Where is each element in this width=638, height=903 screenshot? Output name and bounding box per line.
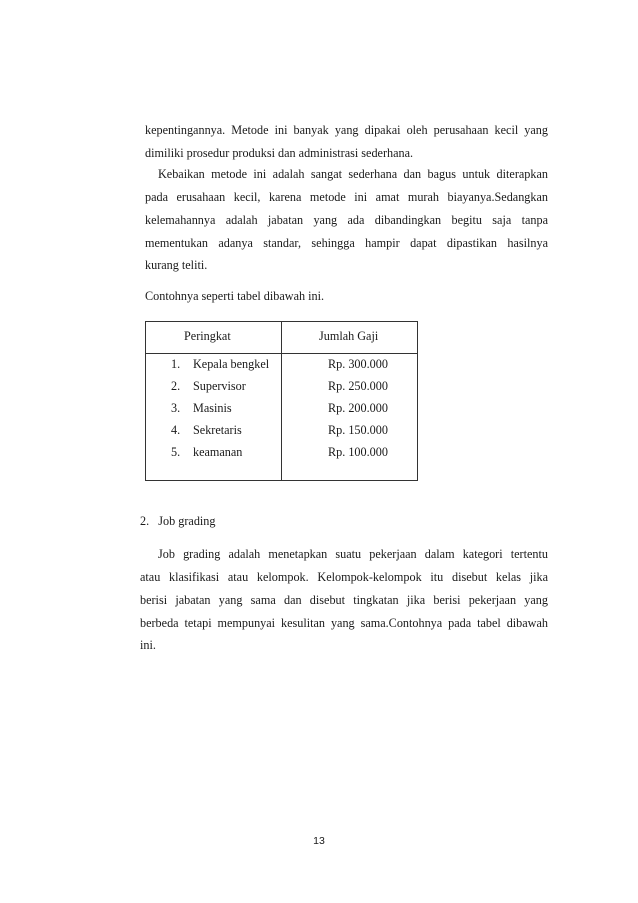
salary-table [145,321,418,481]
column-divider [281,322,282,480]
paragraph-line: berisi jabatan yang sama dan disebut tingkatan jika berisi pekerjaan yang [140,593,548,607]
table-row [171,356,269,372]
row-number: 3. [171,401,181,415]
salary-cell: Rp. 200.000 [328,401,388,415]
row-number: 1. [171,357,181,371]
rank-cell: Supervisor [193,379,246,393]
table-row [171,378,246,394]
rank-cell: keamanan [193,445,243,459]
section-heading: 2. Job grading [140,514,216,528]
paragraph-line: Job grading adalah menetapkan suatu pekerjaan dalam kategori tertentu [158,547,548,561]
paragraph-line: kelemahannya adalah jabatan yang ada dibandingkan begitu saja tanpa [145,213,548,227]
paragraph-line: kurang teliti. [145,258,208,272]
table-row [171,400,232,416]
table-row [171,422,242,438]
paragraph-line: atau klasifikasi atau kelompok. Kelompok-kelompok itu disebut kelas jika [140,570,548,584]
row-number: 2. [171,379,181,393]
rank-cell: Sekretaris [193,423,242,437]
table-header-rank: Peringkat [184,329,231,343]
rank-cell: Kepala bengkel [193,357,270,371]
paragraph-line: mementukan adanya standar, sehingga hampir dapat dipastikan hasilnya [145,236,548,250]
paragraph-line: ini. [140,638,156,652]
page-number: 13 [313,835,325,847]
paragraph-line: Contohnya seperti tabel dibawah ini. [145,289,325,303]
paragraph-line: berbeda tetapi mempunyai kesulitan yang sama.Contohnya pada tabel dibawah [140,616,548,630]
paragraph-line: pada erusahaan kecil, karena metode ini amat murah biayanya.Sedangkan [145,190,548,204]
table-header-salary: Jumlah Gaji [319,329,379,343]
salary-cell: Rp. 250.000 [328,379,388,393]
table-row [171,444,242,460]
paragraph-line: kepentingannya. Metode ini banyak yang dipakai oleh perusahaan kecil yang [145,123,548,137]
paragraph-line: dimiliki prosedur produksi dan administrasi sederhana. [145,146,414,160]
salary-cell: Rp. 300.000 [328,357,388,371]
paragraph-line: Kebaikan metode ini adalah sangat sederhana dan bagus untuk diterapkan [158,167,548,181]
row-number: 4. [171,423,181,437]
row-number: 5. [171,445,181,459]
salary-cell: Rp. 150.000 [328,423,388,437]
salary-cell: Rp. 100.000 [328,445,388,459]
rank-cell: Masinis [193,401,232,415]
